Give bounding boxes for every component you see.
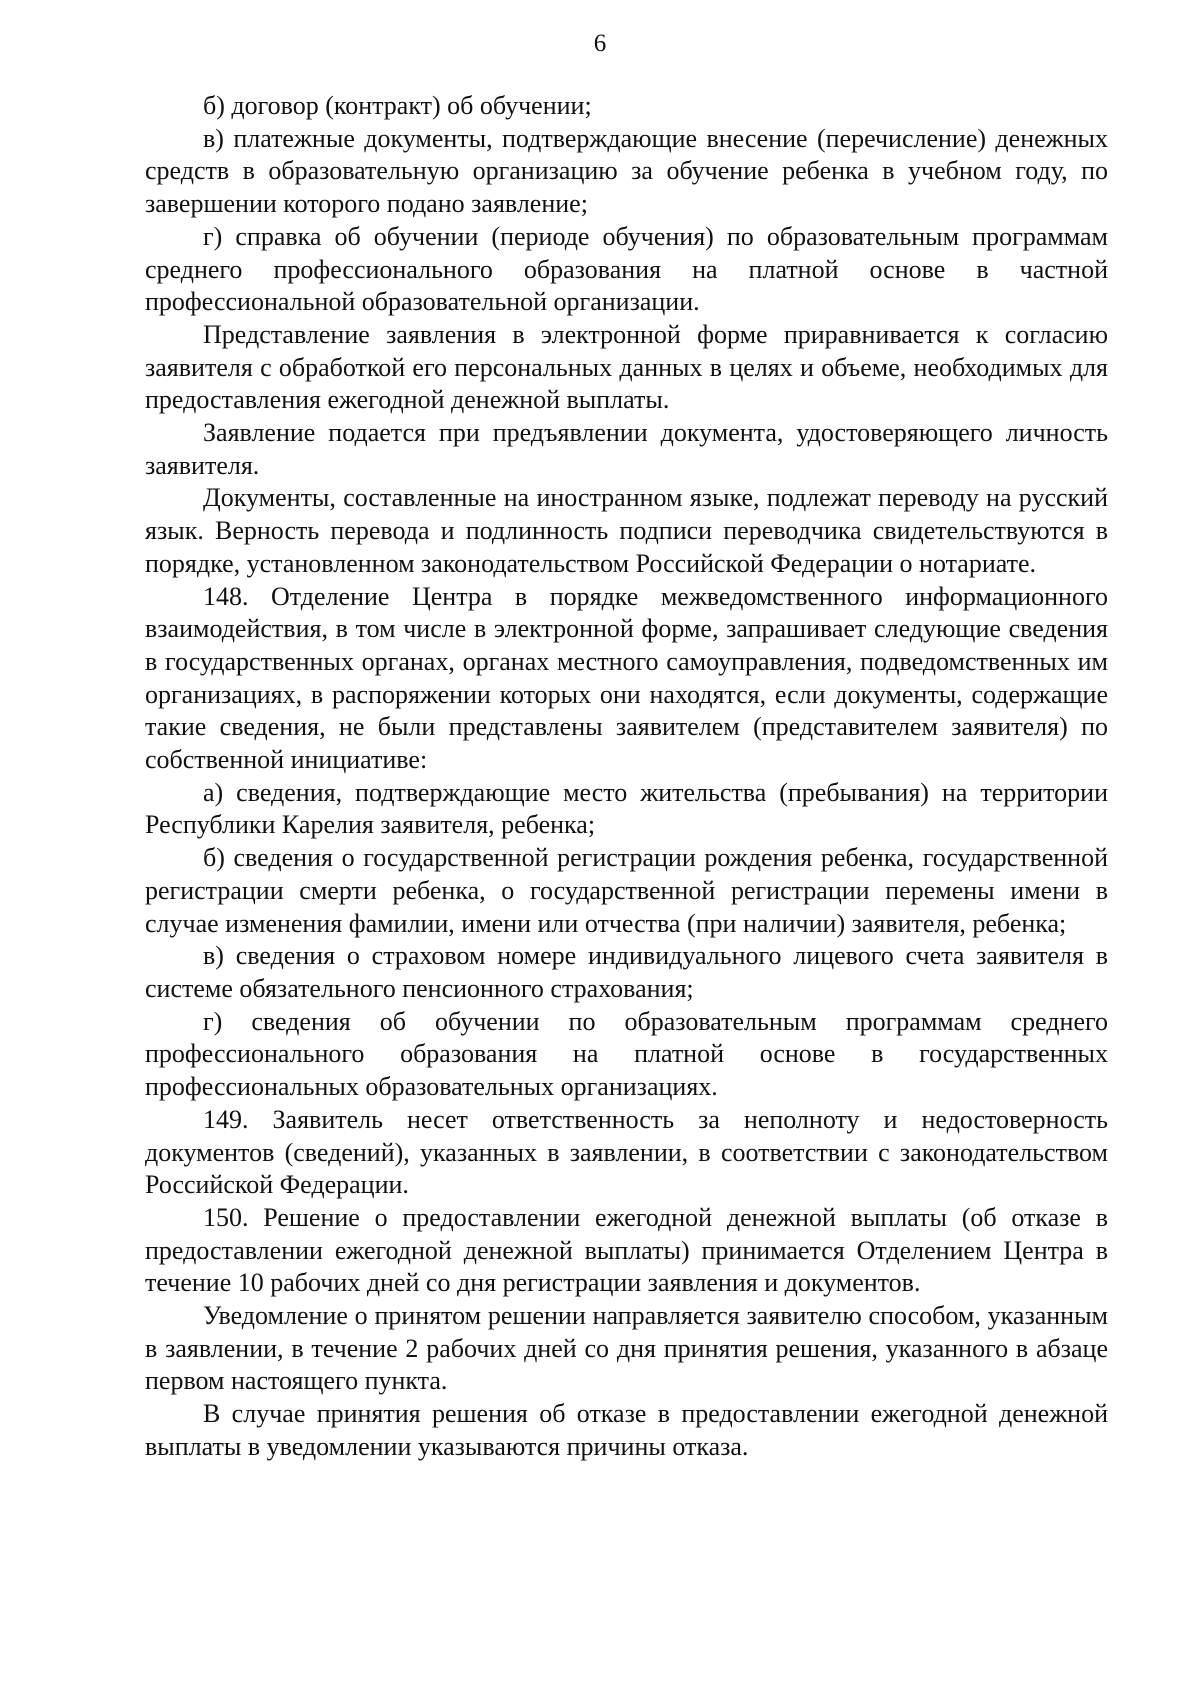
paragraph-item-g-study-certificate: г) справка об обучении (периоде обучения) по образовательным программам среднего профессионального образования на платной основе в частной профессиональной образовательной организации. [145,221,1108,317]
paragraph-item-v-payment-documents: в) платежные документы, подтверждающие внесение (перечисление) денежных средств в образовательную организацию за обучение ребенка в учебном году, по завершении которого подано заявление; [145,123,1108,219]
paragraph-150: 150. Решение о предоставлении ежегодной денежной выплаты (об отказе в предоставлении ежегодной денежной выплаты) принимается Отделением Центра в течение 10 рабочих дней со дня регистрации заявления и документов. [145,1202,1108,1298]
paragraph-148-g: г) сведения об обучении по образовательным программам среднего профессионального образования на платной основе в государственных профессиональных образовательных организациях. [145,1006,1108,1102]
paragraph-foreign-documents: Документы, составленные на иностранном языке, подлежат переводу на русский язык. Верность перевода и подлинность подписи переводчика свидетельствуются в порядке, установленном законодательством Российской Федерации о нотариате. [145,483,1108,578]
paragraph-identity-document: Заявление подается при предъявлении документа, удостоверяющего личность заявителя. [145,418,1108,480]
paragraph-148-b: б) сведения о государственной регистрации рождения ребенка, государственной регистрации смерти ребенка, о государственной регистрации перемены имени в случае изменения фамилии, имени или отчества (при наличии) заявителя, ребенка; [145,843,1108,938]
paragraph-148-a: а) сведения, подтверждающие место жительства (пребывания) на территории Республики Карелия заявителя, ребенка; [145,777,1108,840]
paragraph-149: 149. Заявитель несет ответственность за неполноту и недостоверность документов (сведений), указанных в заявлении, в соответствии с законодательством Российской Федерации. [145,1104,1108,1200]
document-body [145,90,1108,1464]
paragraph-electronic-form-consent: Представление заявления в электронной форме приравнивается к согласию заявителя с обработкой его персональных данных в целях и объеме, необходимых для предоставления ежегодной денежной выплаты. [145,319,1108,415]
paragraph-notification: Уведомление о принятом решении направляется заявителю способом, указанным в заявлении, в течение 2 рабочих дней со дня принятия решения, указанного в абзаце первом настоящего пункта. [145,1301,1108,1396]
paragraph-refusal-reasons: В случае принятия решения об отказе в предоставлении ежегодной денежной выплаты в уведомлении указываются причины отказа. [145,1399,1108,1461]
paragraph-item-b-contract: б) договор (контракт) об обучении; [203,91,592,120]
paragraph-148-v: в) сведения о страховом номере индивидуального лицевого счета заявителя в системе обязательного пенсионного страхования; [145,941,1108,1003]
page-number: 6 [593,30,607,57]
paragraph-148: 148. Отделение Центра в порядке межведомственного информационного взаимодействия, в том числе в электронной форме, запрашивает следующие сведения в государственных органах, органах местного самоуправления, подведомственных им организациях, в распоряжении которых они находятся, если документы, содержащие такие сведения, не были представлены заявителем (представителем заявителя) по собственной инициативе: [145,581,1108,775]
